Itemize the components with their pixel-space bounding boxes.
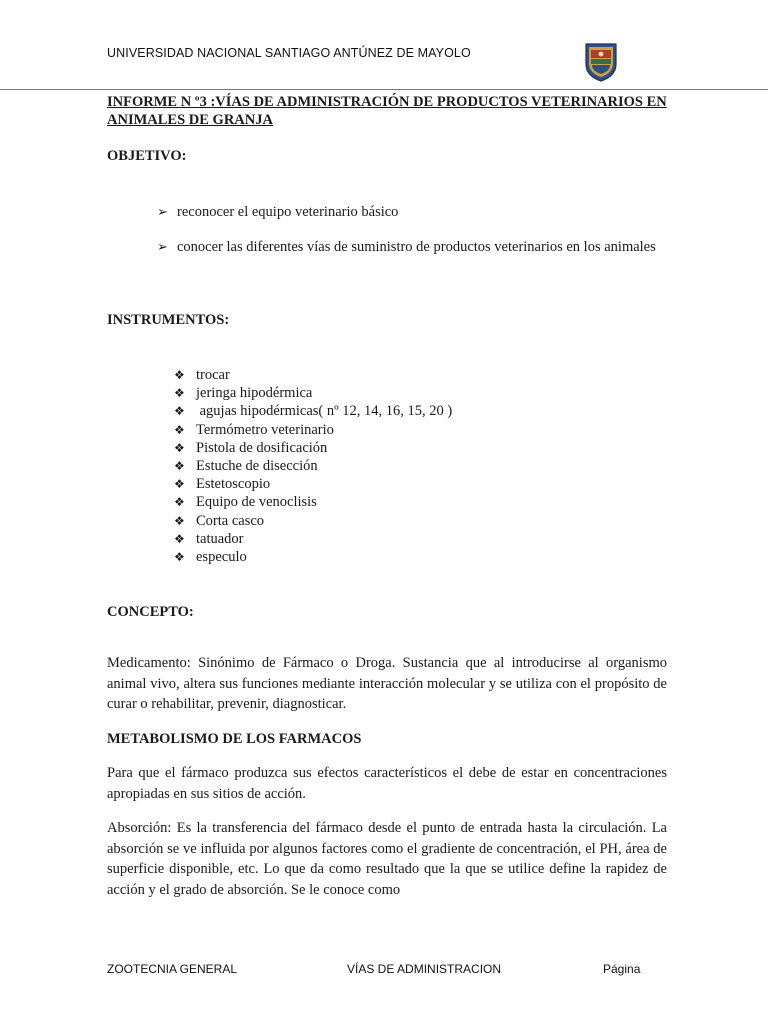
list-item: [174, 548, 452, 566]
university-name: UNIVERSIDAD NACIONAL SANTIAGO ANTÚNEZ DE MAYOLO: [107, 46, 471, 60]
list-item: [174, 402, 452, 420]
instrumento-label: Termómetro veterinario: [196, 421, 334, 438]
arrow-bullet-icon: ➢: [157, 204, 168, 219]
list-item: [174, 384, 452, 402]
instrumento-label: Estuche de disección: [196, 457, 318, 474]
instrumento-label: Equipo de venoclisis: [196, 494, 317, 511]
list-item: [174, 475, 452, 493]
list-item: [174, 530, 452, 548]
list-item: [174, 457, 452, 475]
diamond-bullet-icon: ❖: [174, 404, 185, 419]
diamond-bullet-icon: ❖: [174, 495, 185, 510]
instrumento-label: agujas hipodérmicas( nº 12, 14, 16, 15, 20 ): [196, 403, 453, 420]
instrumento-label: tatuador: [196, 530, 244, 547]
objetivo-heading: OBJETIVO:: [107, 148, 187, 164]
instrumento-label: jeringa hipodérmica: [196, 385, 313, 402]
diamond-bullet-icon: ❖: [174, 422, 185, 437]
footer-page-label: Página: [603, 962, 641, 976]
instrumento-label: Estetoscopio: [196, 476, 271, 493]
objetivo-text: conocer las diferentes vías de suministro de productos veterinarios en los animales: [177, 239, 656, 255]
concepto-heading: CONCEPTO:: [107, 604, 194, 620]
absorcion-paragraph: Absorción: Es la transferencia del fármaco desde el punto de entrada hasta la circulación. La absorción se ve influida por algunos factores como el gradiente de concentración, el PH, área de superficie disponible, etc. Lo que da como resultado que la que se utilice define la rapidez de acción y el grado de absorción. Se le conoce como: [107, 820, 667, 898]
list-item: [174, 439, 452, 457]
diamond-bullet-icon: ❖: [174, 513, 185, 528]
metabolismo-heading: METABOLISMO DE LOS FARMACOS: [107, 731, 362, 747]
diamond-bullet-icon: ❖: [174, 531, 185, 546]
concepto-paragraph: Medicamento: Sinónimo de Fármaco o Droga. Sustancia que al introducirse al organismo animal vivo, altera sus funciones mediante interacción molecular y se utiliza con el propósito de curar o rehabilitar, prevenir, diagnosticar.: [107, 655, 667, 712]
diamond-bullet-icon: ❖: [174, 386, 185, 401]
arrow-bullet-icon: ➢: [157, 239, 168, 254]
instrumentos-heading: INSTRUMENTOS:: [107, 312, 230, 328]
diamond-bullet-icon: ❖: [174, 549, 185, 564]
list-item: [174, 366, 452, 384]
list-item: [174, 512, 452, 530]
instrumentos-list: [174, 366, 452, 566]
footer-section: VÍAS DE ADMINISTRACION: [347, 962, 502, 976]
instrumento-label: Corta casco: [196, 512, 265, 529]
list-item: [174, 421, 452, 439]
university-crest-logo: [584, 42, 618, 82]
diamond-bullet-icon: ❖: [174, 440, 185, 455]
instrumento-label: trocar: [196, 367, 230, 383]
metabolismo-paragraph: Para que el fármaco produzca sus efectos característicos el debe de estar en concentraciones apropiadas en sus sitios de acción.: [107, 765, 667, 802]
objetivo-item: [157, 237, 667, 257]
list-item: [174, 493, 452, 511]
instrumento-label: Pistola de dosificación: [196, 439, 328, 456]
instrumento-label: especulo: [196, 548, 247, 565]
diamond-bullet-icon: ❖: [174, 458, 185, 473]
document-title: INFORME N º3 :VÍAS DE ADMINISTRACIÓN DE PRODUCTOS VETERINARIOS EN ANIMALES DE GRANJA: [107, 94, 667, 128]
objetivo-text: reconocer el equipo veterinario básico: [177, 204, 399, 220]
footer-course: ZOOTECNIA GENERAL: [107, 962, 238, 976]
header-divider: [0, 89, 768, 90]
diamond-bullet-icon: ❖: [174, 477, 185, 492]
objetivo-item: [157, 202, 667, 222]
diamond-bullet-icon: ❖: [174, 368, 185, 382]
